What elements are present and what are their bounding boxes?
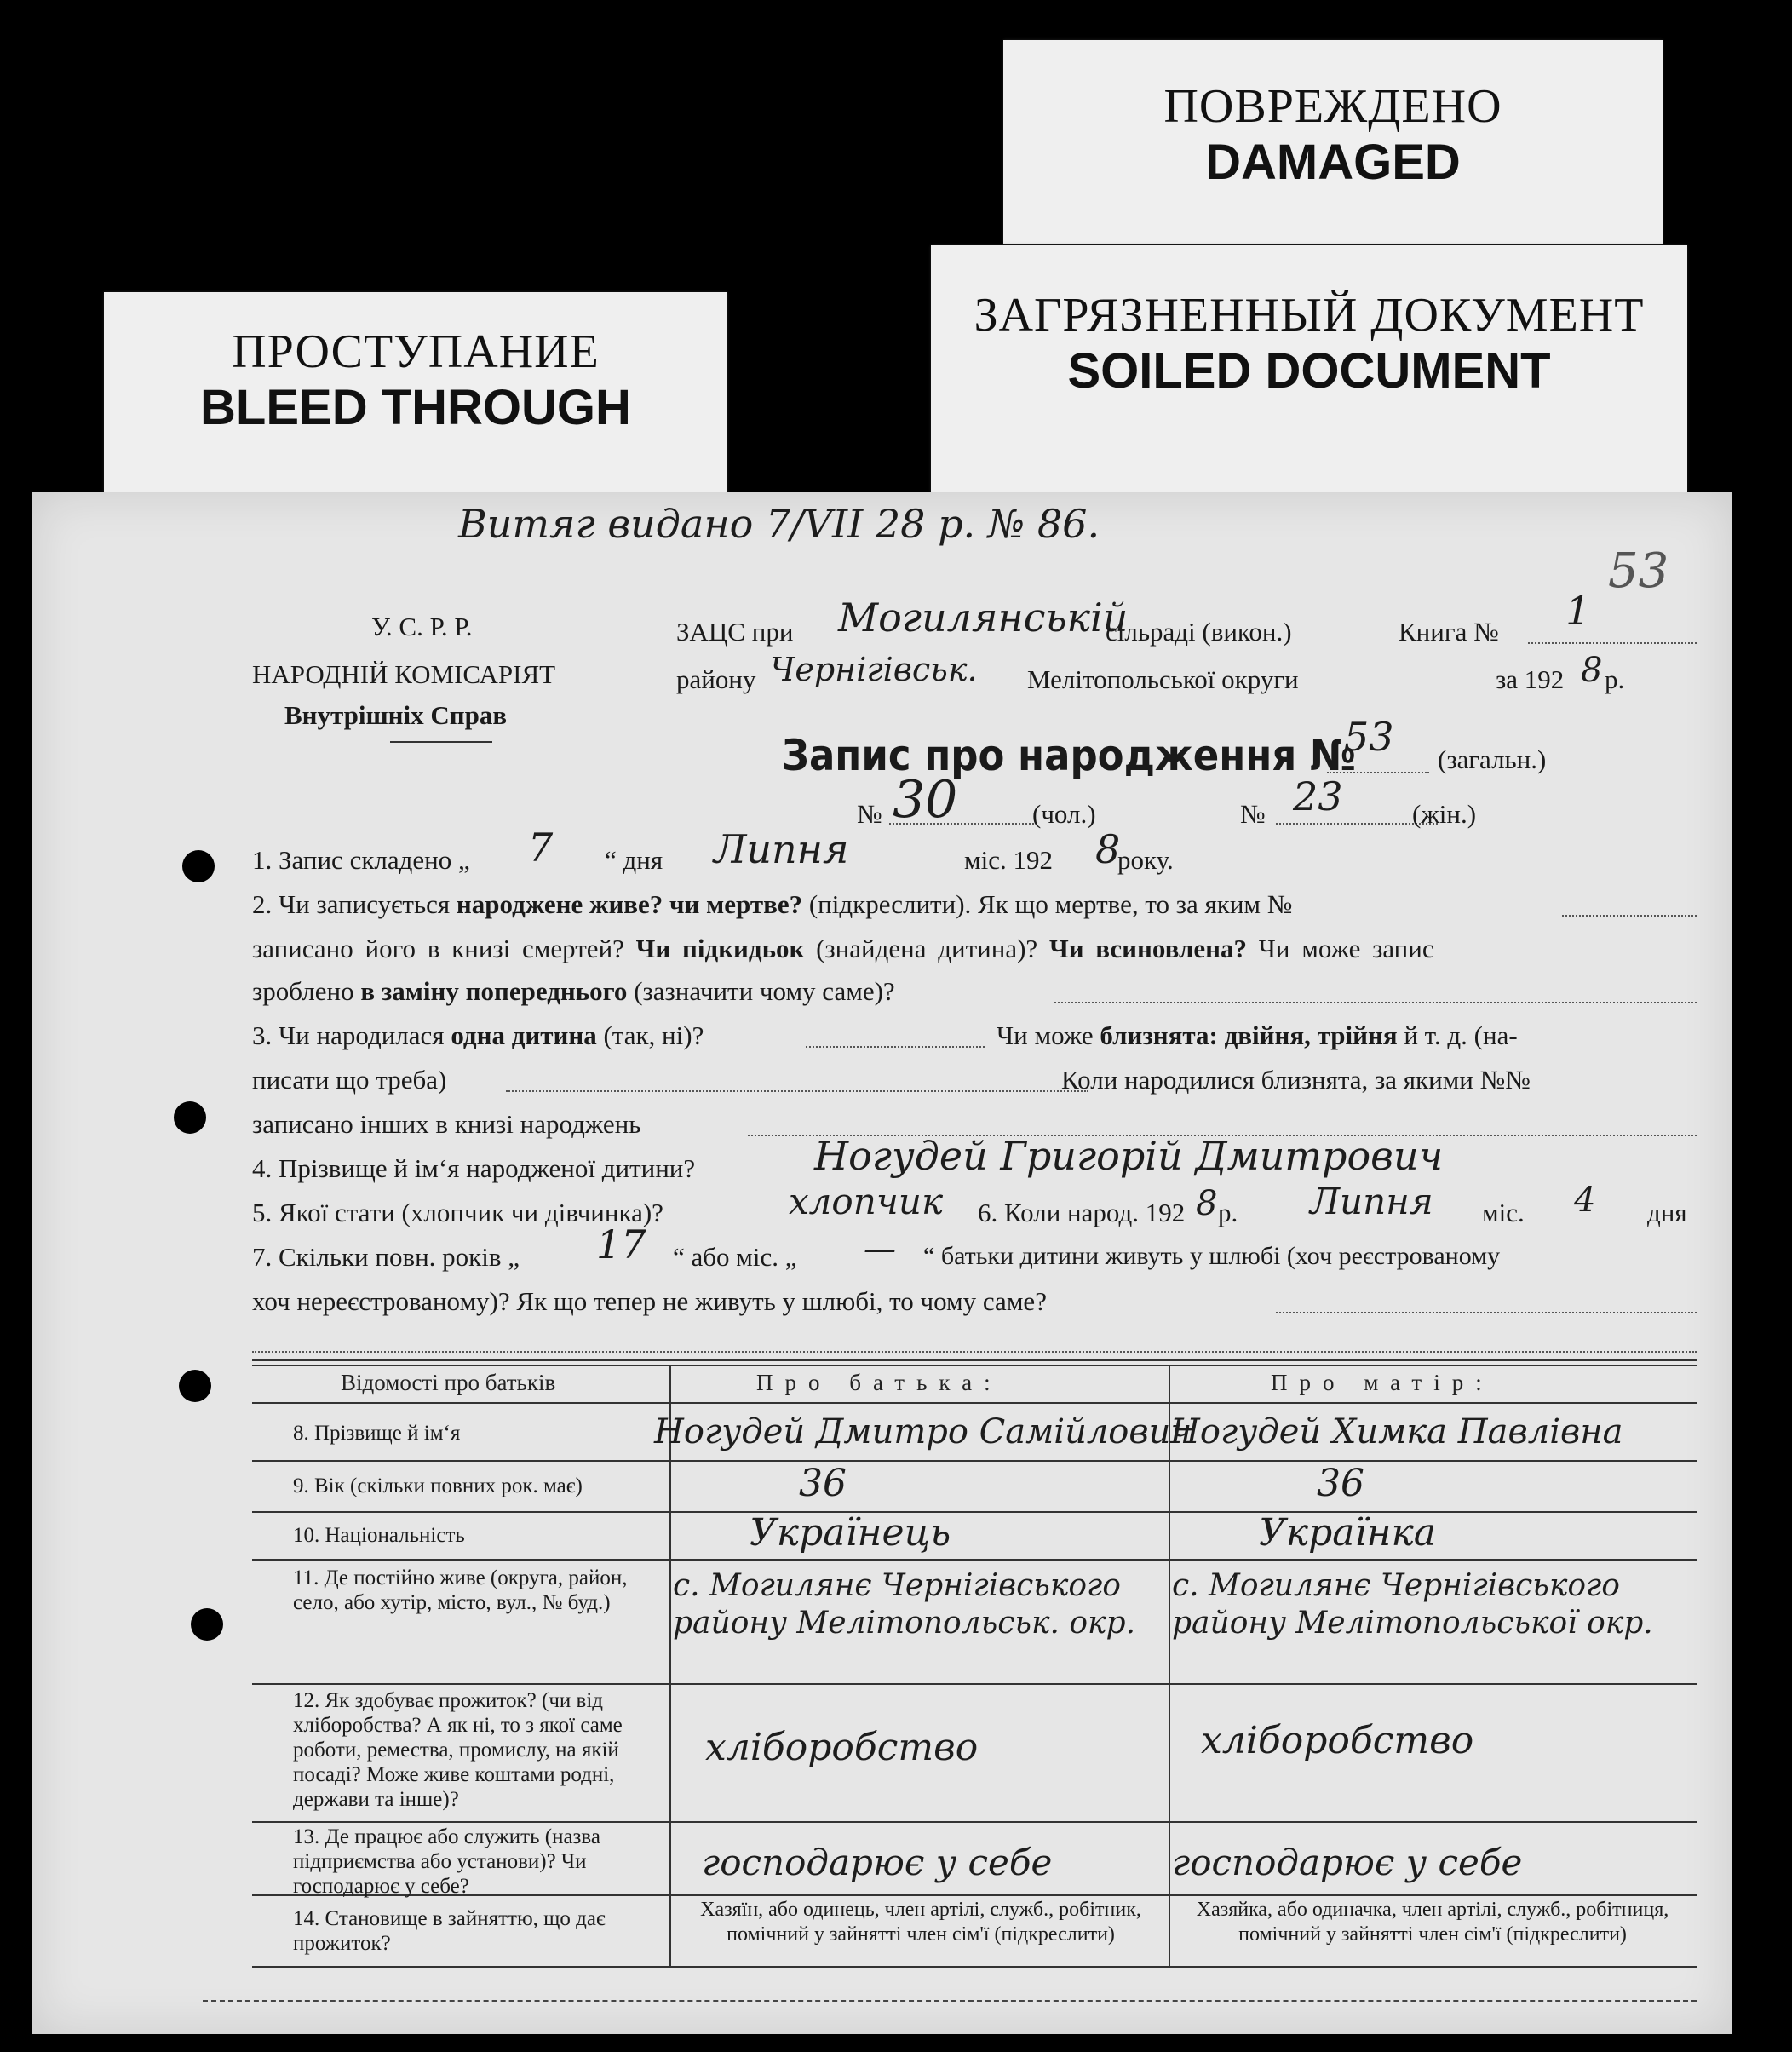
- f2-line2b: Чи підкидьок: [635, 934, 805, 963]
- f2-line2e: Чи може запис: [1258, 934, 1434, 963]
- soiled-label-ru: ЗАГРЯЗНЕННЫЙ ДОКУМЕНТ: [974, 289, 1645, 342]
- f2-line3b: в заміну попереднього: [360, 976, 628, 1006]
- f6-dnia: дня: [1647, 1198, 1687, 1227]
- record-no-female: 23: [1293, 773, 1343, 819]
- col-header-parents: Відомості про батьків: [341, 1370, 556, 1395]
- f1-day: 7: [528, 825, 554, 871]
- f6-mis: міс.: [1482, 1198, 1525, 1227]
- row11-mother: с. Могилянє Чернігівського району Мелітопольської окр.: [1172, 1568, 1653, 1641]
- punch-hole: [179, 1370, 211, 1402]
- f3-line1-left: [252, 1020, 704, 1051]
- f3-line1a: 3. Чи народилася: [252, 1020, 445, 1050]
- no-female-label: №: [1240, 799, 1266, 829]
- f1-mid: “ дня: [605, 845, 663, 875]
- row11-label: 11. Де постійно живе (округа, район, село, або хутір, місто, вул., № буд.): [293, 1566, 628, 1614]
- f2-line2: [252, 934, 1434, 964]
- row12-mother: хліборобство: [1201, 1719, 1474, 1762]
- f7-line1b: “ або міс. „: [673, 1242, 797, 1272]
- f2-line2a: записано його в книзі смертей?: [252, 934, 624, 963]
- no-male-label: №: [857, 799, 882, 829]
- f2-line2d: Чи всиновлена?: [1048, 934, 1247, 963]
- f7-line1a: 7. Скільки повн. років „: [252, 1242, 520, 1272]
- col-header-mother: Про матір:: [1271, 1370, 1494, 1395]
- row8-mother: Ногудей Химка Павлівна: [1170, 1412, 1623, 1451]
- row11-father: с. Могилянє Чернігівського району Мелітопольськ. окр.: [673, 1568, 1136, 1641]
- record-no-general: 53: [1344, 714, 1394, 760]
- f2-line3c: (зазначити чому саме)?: [634, 976, 895, 1006]
- f3-line1d: Чи може: [997, 1020, 1094, 1050]
- punch-hole: [182, 850, 215, 882]
- row12-label: 12. Як здобуває прожиток? (чи від хліборобства? А як ні, то з якої саме роботи, ремества, промислу, на якій посаді? Може живе коштами родні, держави та інше)?: [293, 1689, 623, 1811]
- header-commissariat: НАРОДНІЙ КОМІСАРІЯТ: [252, 659, 556, 689]
- row10-label: 10. Національність: [293, 1524, 465, 1547]
- row10-mother: Українка: [1259, 1511, 1437, 1555]
- damaged-label: [1003, 40, 1663, 244]
- f2-line1b: народжене живе? чи мертве?: [456, 889, 803, 919]
- corner-number: 53: [1608, 543, 1669, 599]
- okrug-label: Мелітопольської округи: [1027, 664, 1299, 694]
- damaged-label-en: DAMAGED: [1205, 135, 1461, 190]
- f2-line3: [252, 976, 895, 1007]
- bleed-label-ru: ПРОСТУПАНИЕ: [232, 325, 600, 378]
- record-title: Запис про народження №: [782, 731, 1357, 780]
- f5-sex: хлопчик: [789, 1181, 944, 1222]
- col-header-father: Про батька:: [756, 1370, 1002, 1395]
- f1-prefix: 1. Запис складено „: [252, 845, 470, 875]
- f7-line2: хоч нереєстрованому)? Як що тепер не живуть у шлюбі, то чому саме?: [252, 1286, 1047, 1316]
- male-label: (чол.): [1032, 799, 1096, 829]
- row13-father: господарює у себе: [702, 1842, 1053, 1883]
- f3-line1c: (так, ні)?: [603, 1020, 704, 1050]
- f6-label: 6. Коли народ. 192: [978, 1198, 1186, 1227]
- year-suffix: р.: [1605, 664, 1625, 694]
- f6-r: р.: [1218, 1198, 1238, 1227]
- district-prefix: району: [676, 664, 756, 694]
- soiled-label: [931, 245, 1687, 492]
- bleed-label-en: BLEED THROUGH: [200, 380, 631, 435]
- female-label: (жін.): [1412, 799, 1477, 829]
- damaged-label-ru: ПОВРЕЖДЕНО: [1163, 80, 1502, 133]
- book-label: Книга №: [1399, 617, 1499, 647]
- f3-line2a: писати що треба): [252, 1065, 447, 1095]
- row13-mother: господарює у себе: [1172, 1842, 1523, 1883]
- header-internal-affairs: Внутрішніх Справ: [284, 700, 508, 730]
- header-ussr: У. С. Р. Р.: [371, 612, 473, 641]
- f1-mid2: міс. 192: [964, 845, 1053, 875]
- f2-line1a: 2. Чи записується: [252, 889, 451, 919]
- f3-line1f: й т. д. (на-: [1404, 1020, 1518, 1050]
- birth-record-sheet: [32, 492, 1732, 2034]
- row9-label: 9. Вік (скільки повних рок. має): [293, 1474, 583, 1497]
- f2-line1: [252, 889, 1292, 920]
- row8-father: Ногудей Дмитро Самійлович: [654, 1412, 1192, 1451]
- f3-line1-right: [997, 1020, 1518, 1051]
- f2-line1c: (підкреслити). Як що мертве, то за яким №: [808, 889, 1293, 919]
- soiled-label-en: SOILED DOCUMENT: [1067, 343, 1551, 399]
- f3-line3a: записано інших в книзі народжень: [252, 1109, 641, 1139]
- punch-hole: [191, 1608, 223, 1641]
- row12-father: хліборобство: [705, 1726, 979, 1769]
- f4-child-name: Ногудей Григорій Дмитрович: [814, 1133, 1444, 1179]
- f3-line1e: близнята: двійня, трійня: [1100, 1020, 1398, 1050]
- punch-hole: [174, 1101, 206, 1134]
- zags-prefix: ЗАЦС при: [676, 617, 794, 647]
- bleed-label: [104, 292, 727, 497]
- f1-suffix: року.: [1117, 845, 1174, 875]
- row13-label: 13. Де працює або служить (назва підприємства або установи)? Чи господарює у себе?: [293, 1825, 600, 1898]
- general-label: (загальн.): [1438, 744, 1547, 774]
- district-value: Чернігівськ.: [770, 651, 978, 688]
- village-suffix: сільраді (викон.): [1106, 617, 1292, 647]
- f6-year: 8: [1196, 1184, 1218, 1223]
- f7-months: —: [864, 1230, 896, 1267]
- f6-day: 4: [1574, 1181, 1596, 1220]
- f4-label: 4. Прізвище й ім‘я народженої дитини?: [252, 1153, 696, 1183]
- row8-label: 8. Прізвище й ім‘я: [293, 1422, 461, 1445]
- book-number: 1: [1565, 588, 1591, 634]
- f3-line1b: одна дитина: [451, 1020, 597, 1050]
- f7-line1c: “ батьки дитини живуть у шлюбі (хоч реєстрованому: [923, 1242, 1501, 1270]
- f1-year: 8: [1095, 826, 1121, 872]
- village-value: Могилянській: [838, 595, 1129, 641]
- f1-month: Липня: [714, 826, 849, 872]
- f6-month: Липня: [1310, 1181, 1433, 1222]
- f5-label: 5. Якої стати (хлопчик чи дівчинка)?: [252, 1198, 663, 1227]
- row9-mother: 36: [1317, 1462, 1364, 1505]
- row14-father: Хазяїн, або одинець, член артілі, служб., робітник, помічний у зайнятті член сім'ї (підкреслити): [700, 1899, 1141, 1946]
- f7-years: 17: [596, 1221, 646, 1267]
- f3-line2b: Коли народилися близнята, за якими №№: [1061, 1065, 1531, 1095]
- year-digit: 8: [1581, 651, 1603, 690]
- issued-note: Витяг видано 7/VII 28 р. № 86.: [458, 501, 1100, 547]
- row9-father: 36: [799, 1462, 847, 1505]
- row14-label: 14. Становище в зайняттю, що дає прожиток?: [293, 1907, 606, 1955]
- year-label: за 192: [1496, 664, 1565, 694]
- f2-line3a: зроблено: [252, 976, 354, 1006]
- row14-mother: Хазяйка, або одиначка, член артілі, служб., робітниця, помічний у зайнятті член сім'ї (підкреслити): [1196, 1899, 1669, 1946]
- record-no-male: 30: [893, 770, 958, 830]
- f2-line2c: (знайдена дитина)?: [816, 934, 1038, 963]
- row10-father: Українець: [750, 1511, 951, 1555]
